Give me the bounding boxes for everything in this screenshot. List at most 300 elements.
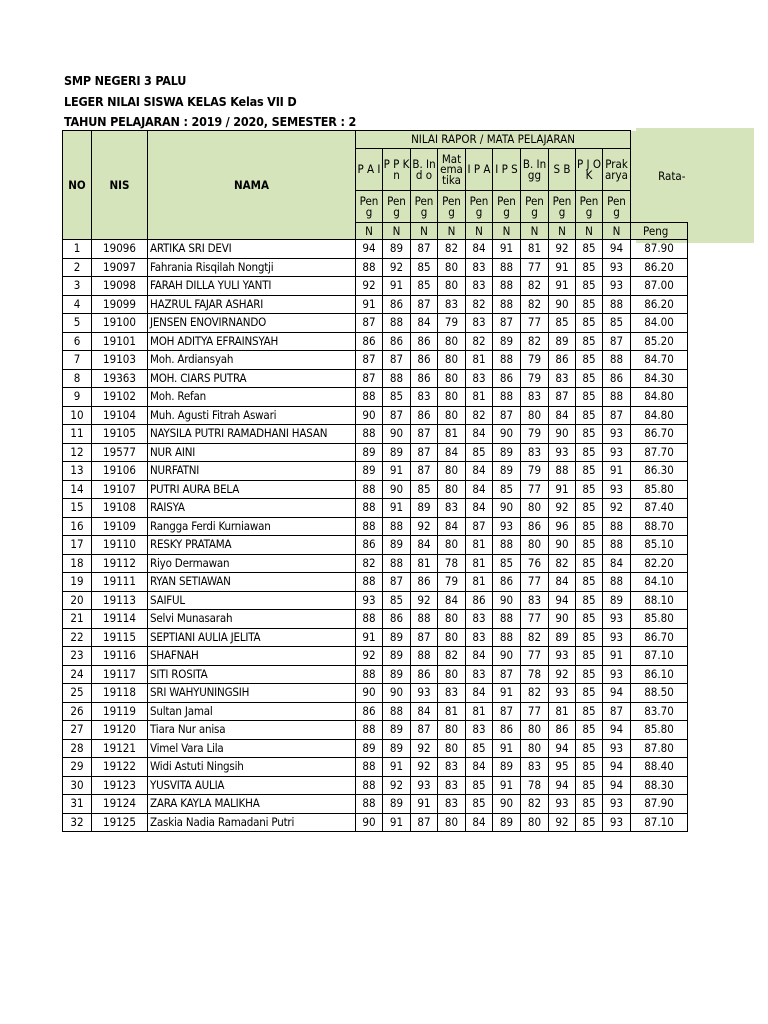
row-no: 21	[63, 610, 92, 629]
row-score: 92	[383, 776, 411, 795]
row-score: 80	[438, 610, 466, 629]
row-score: 84	[438, 591, 466, 610]
peng-header: Pen g	[438, 191, 466, 223]
row-score: 82	[549, 554, 576, 573]
row-score: 85	[576, 554, 603, 573]
row-no: 29	[63, 758, 92, 777]
row-name: ARTIKA SRI DEVI	[148, 240, 356, 259]
row-score: 84	[549, 573, 576, 592]
row-score: 81	[411, 554, 438, 573]
row-score: 93	[603, 258, 631, 277]
row-score: 94	[603, 240, 631, 259]
row-score: 87	[356, 351, 383, 370]
row-name: FARAH DILLA YULI YANTI	[148, 277, 356, 296]
subject-header: B. Ingg	[521, 149, 549, 191]
peng-header: Pen g	[576, 191, 603, 223]
row-score: 80	[438, 813, 466, 832]
row-score: 85	[493, 480, 521, 499]
row-score: 93	[603, 739, 631, 758]
row-name: SAIFUL	[148, 591, 356, 610]
row-score: 90	[549, 295, 576, 314]
row-score: 84	[466, 480, 493, 499]
row-no: 5	[63, 314, 92, 333]
row-score: 78	[438, 554, 466, 573]
row-nis: 19109	[92, 517, 148, 536]
row-score: 91	[411, 795, 438, 814]
row-score: 90	[356, 813, 383, 832]
row-score: 89	[549, 332, 576, 351]
row-score: 85	[576, 499, 603, 518]
row-average: 84.80	[631, 388, 688, 407]
row-score: 94	[549, 739, 576, 758]
row-average: 87.00	[631, 277, 688, 296]
row-nis: 19108	[92, 499, 148, 518]
row-score: 88	[383, 554, 411, 573]
row-name: YUSVITA AULIA	[148, 776, 356, 795]
row-no: 30	[63, 776, 92, 795]
row-nis: 19125	[92, 813, 148, 832]
table-row	[63, 258, 688, 277]
row-score: 80	[438, 462, 466, 481]
row-score: 92	[356, 277, 383, 296]
row-score: 90	[493, 795, 521, 814]
row-name: PUTRI AURA BELA	[148, 480, 356, 499]
table-row	[63, 758, 688, 777]
table-row	[63, 536, 688, 555]
row-score: 80	[438, 332, 466, 351]
row-score: 86	[411, 665, 438, 684]
row-score: 89	[493, 758, 521, 777]
row-score: 85	[383, 591, 411, 610]
row-score: 88	[356, 258, 383, 277]
table-row	[63, 406, 688, 425]
row-score: 80	[438, 369, 466, 388]
row-score: 84	[466, 499, 493, 518]
row-average: 86.70	[631, 628, 688, 647]
row-score: 77	[521, 314, 549, 333]
table-row	[63, 480, 688, 499]
row-score: 85	[576, 258, 603, 277]
row-score: 92	[411, 758, 438, 777]
row-score: 88	[383, 517, 411, 536]
n-header: N	[466, 223, 493, 240]
row-score: 89	[493, 462, 521, 481]
row-score: 93	[549, 647, 576, 666]
row-score: 92	[603, 499, 631, 518]
row-score: 77	[521, 647, 549, 666]
row-score: 88	[493, 628, 521, 647]
row-score: 88	[356, 795, 383, 814]
row-score: 88	[549, 462, 576, 481]
row-score: 91	[603, 462, 631, 481]
row-score: 85	[411, 480, 438, 499]
row-nis: 19110	[92, 536, 148, 555]
row-name: Zaskia Nadia Ramadani Putri	[148, 813, 356, 832]
row-score: 89	[383, 647, 411, 666]
row-no: 22	[63, 628, 92, 647]
row-score: 88	[493, 295, 521, 314]
row-score: 91	[493, 776, 521, 795]
peng-header: Pen g	[466, 191, 493, 223]
row-score: 83	[466, 721, 493, 740]
row-score: 89	[603, 591, 631, 610]
row-score: 91	[493, 739, 521, 758]
row-no: 16	[63, 517, 92, 536]
row-score: 88	[603, 573, 631, 592]
n-header: N	[356, 223, 383, 240]
academic-year: TAHUN PELAJARAN : 2019 / 2020, SEMESTER : 2	[64, 114, 357, 129]
row-score: 85	[576, 406, 603, 425]
row-name: Selvi Munasarah	[148, 610, 356, 629]
table-row	[63, 295, 688, 314]
n-header: N	[603, 223, 631, 240]
row-average: 84.10	[631, 573, 688, 592]
row-name: RAISYA	[148, 499, 356, 518]
row-score: 87	[356, 314, 383, 333]
table-row	[63, 610, 688, 629]
row-average: 85.20	[631, 332, 688, 351]
row-score: 92	[549, 665, 576, 684]
row-score: 93	[411, 776, 438, 795]
row-score: 85	[576, 721, 603, 740]
row-score: 80	[521, 721, 549, 740]
row-name: MOH. CIARS PUTRA	[148, 369, 356, 388]
row-nis: 19107	[92, 480, 148, 499]
row-name: Sultan Jamal	[148, 702, 356, 721]
row-score: 87	[411, 425, 438, 444]
row-score: 86	[356, 702, 383, 721]
row-score: 87	[383, 351, 411, 370]
row-score: 82	[521, 332, 549, 351]
row-average: 87.90	[631, 795, 688, 814]
peng-header: Pen g	[549, 191, 576, 223]
row-score: 80	[521, 813, 549, 832]
row-no: 3	[63, 277, 92, 296]
row-score: 92	[383, 258, 411, 277]
row-score: 87	[466, 517, 493, 536]
row-score: 85	[466, 443, 493, 462]
row-score: 93	[603, 628, 631, 647]
row-score: 88	[383, 314, 411, 333]
row-score: 80	[438, 628, 466, 647]
row-average: 84.30	[631, 369, 688, 388]
row-score: 86	[411, 406, 438, 425]
table-row	[63, 591, 688, 610]
row-score: 83	[521, 591, 549, 610]
row-score: 85	[603, 314, 631, 333]
row-score: 85	[576, 739, 603, 758]
row-score: 90	[383, 684, 411, 703]
row-no: 2	[63, 258, 92, 277]
row-score: 87	[411, 443, 438, 462]
school-name: SMP NEGERI 3 PALU	[64, 73, 187, 88]
row-score: 80	[438, 258, 466, 277]
row-score: 87	[411, 721, 438, 740]
row-score: 83	[411, 388, 438, 407]
row-score: 87	[603, 406, 631, 425]
row-score: 90	[493, 647, 521, 666]
row-average: 87.90	[631, 240, 688, 259]
row-no: 10	[63, 406, 92, 425]
row-name: NUR AINI	[148, 443, 356, 462]
row-score: 86	[493, 721, 521, 740]
row-score: 90	[356, 406, 383, 425]
row-name: Moh. Refan	[148, 388, 356, 407]
group-header: NILAI RAPOR / MATA PELAJARAN	[356, 131, 631, 149]
row-average: 88.10	[631, 591, 688, 610]
row-score: 90	[356, 684, 383, 703]
row-no: 28	[63, 739, 92, 758]
row-score: 81	[466, 573, 493, 592]
row-score: 94	[603, 776, 631, 795]
row-score: 89	[356, 739, 383, 758]
row-score: 89	[383, 443, 411, 462]
row-score: 93	[493, 517, 521, 536]
row-score: 86	[411, 351, 438, 370]
row-name: SHAFNAH	[148, 647, 356, 666]
row-name: SEPTIANI AULIA JELITA	[148, 628, 356, 647]
row-score: 85	[576, 591, 603, 610]
row-score: 81	[466, 536, 493, 555]
row-score: 87	[383, 573, 411, 592]
row-score: 79	[438, 573, 466, 592]
row-name: SITI ROSITA	[148, 665, 356, 684]
row-score: 85	[576, 610, 603, 629]
row-score: 80	[521, 499, 549, 518]
row-score: 94	[549, 591, 576, 610]
row-score: 81	[521, 240, 549, 259]
row-score: 85	[576, 295, 603, 314]
row-score: 89	[493, 813, 521, 832]
row-score: 91	[383, 499, 411, 518]
row-average: 86.10	[631, 665, 688, 684]
row-score: 85	[466, 739, 493, 758]
row-score: 87	[493, 702, 521, 721]
row-score: 86	[356, 536, 383, 555]
row-score: 80	[438, 480, 466, 499]
row-score: 92	[549, 499, 576, 518]
row-score: 87	[493, 406, 521, 425]
row-name: Muh. Agusti Fitrah Aswari	[148, 406, 356, 425]
row-average: 86.20	[631, 258, 688, 277]
row-score: 83	[438, 758, 466, 777]
row-score: 80	[438, 388, 466, 407]
row-score: 89	[549, 628, 576, 647]
row-score: 85	[576, 813, 603, 832]
row-score: 79	[521, 425, 549, 444]
row-score: 82	[438, 647, 466, 666]
row-score: 81	[466, 702, 493, 721]
row-score: 85	[576, 314, 603, 333]
row-score: 82	[466, 406, 493, 425]
row-score: 81	[466, 388, 493, 407]
row-no: 31	[63, 795, 92, 814]
row-score: 77	[521, 573, 549, 592]
row-score: 78	[521, 776, 549, 795]
row-name: Rangga Ferdi Kurniawan	[148, 517, 356, 536]
row-score: 92	[411, 517, 438, 536]
row-score: 85	[466, 795, 493, 814]
table-row	[63, 425, 688, 444]
row-average: 86.20	[631, 295, 688, 314]
row-score: 93	[411, 684, 438, 703]
row-score: 82	[521, 277, 549, 296]
row-score: 80	[521, 406, 549, 425]
row-score: 93	[603, 480, 631, 499]
row-score: 87	[411, 462, 438, 481]
row-score: 85	[576, 795, 603, 814]
table-row	[63, 554, 688, 573]
col-header-no: NO	[63, 131, 92, 240]
row-score: 88	[356, 758, 383, 777]
row-nis: 19097	[92, 258, 148, 277]
row-score: 91	[383, 277, 411, 296]
row-score: 85	[576, 480, 603, 499]
row-nis: 19123	[92, 776, 148, 795]
row-no: 7	[63, 351, 92, 370]
row-score: 87	[356, 369, 383, 388]
row-score: 84	[438, 443, 466, 462]
row-score: 88	[603, 351, 631, 370]
row-nis: 19117	[92, 665, 148, 684]
row-score: 88	[493, 536, 521, 555]
row-score: 88	[411, 610, 438, 629]
row-average: 82.20	[631, 554, 688, 573]
row-score: 77	[521, 610, 549, 629]
row-score: 84	[411, 314, 438, 333]
row-score: 90	[493, 591, 521, 610]
row-no: 9	[63, 388, 92, 407]
peng-header: Pen g	[521, 191, 549, 223]
row-score: 77	[521, 480, 549, 499]
row-score: 85	[576, 517, 603, 536]
row-score: 90	[549, 536, 576, 555]
row-score: 85	[576, 388, 603, 407]
row-score: 91	[493, 240, 521, 259]
row-average: 88.40	[631, 758, 688, 777]
row-score: 83	[466, 665, 493, 684]
row-nis: 19106	[92, 462, 148, 481]
row-nis: 19120	[92, 721, 148, 740]
row-score: 85	[576, 351, 603, 370]
row-name: RYAN SETIAWAN	[148, 573, 356, 592]
row-score: 91	[383, 758, 411, 777]
row-score: 85	[576, 369, 603, 388]
row-score: 92	[411, 739, 438, 758]
row-score: 88	[356, 610, 383, 629]
row-score: 84	[466, 813, 493, 832]
row-name: SRI WAHYUNINGSIH	[148, 684, 356, 703]
row-score: 83	[549, 369, 576, 388]
subject-header: Prak arya	[603, 149, 631, 191]
row-no: 19	[63, 573, 92, 592]
table-row	[63, 813, 688, 832]
row-no: 8	[63, 369, 92, 388]
row-score: 84	[466, 240, 493, 259]
subject-header: I P A	[466, 149, 493, 191]
row-score: 88	[356, 499, 383, 518]
row-score: 87	[493, 665, 521, 684]
row-score: 86	[383, 610, 411, 629]
row-score: 85	[576, 665, 603, 684]
table-row	[63, 647, 688, 666]
row-score: 85	[576, 277, 603, 296]
row-average: 83.70	[631, 702, 688, 721]
table-row	[63, 684, 688, 703]
row-score: 94	[549, 776, 576, 795]
row-score: 93	[603, 277, 631, 296]
row-average: 88.70	[631, 517, 688, 536]
row-score: 83	[466, 369, 493, 388]
row-nis: 19100	[92, 314, 148, 333]
row-no: 6	[63, 332, 92, 351]
row-score: 80	[521, 536, 549, 555]
row-score: 81	[438, 702, 466, 721]
row-score: 83	[438, 684, 466, 703]
row-score: 83	[438, 295, 466, 314]
row-score: 82	[466, 332, 493, 351]
row-score: 88	[493, 610, 521, 629]
row-score: 88	[356, 388, 383, 407]
row-average: 85.80	[631, 721, 688, 740]
row-name: Fahrania Risqilah Nongtji	[148, 258, 356, 277]
row-score: 83	[521, 443, 549, 462]
row-no: 27	[63, 721, 92, 740]
row-score: 82	[521, 795, 549, 814]
row-nis: 19102	[92, 388, 148, 407]
row-no: 25	[63, 684, 92, 703]
row-score: 89	[411, 499, 438, 518]
row-score: 83	[438, 499, 466, 518]
row-score: 91	[549, 258, 576, 277]
row-score: 89	[383, 795, 411, 814]
row-score: 79	[521, 462, 549, 481]
row-nis: 19115	[92, 628, 148, 647]
row-score: 93	[549, 684, 576, 703]
row-score: 82	[466, 295, 493, 314]
row-score: 85	[576, 425, 603, 444]
row-score: 90	[383, 425, 411, 444]
row-score: 83	[466, 610, 493, 629]
row-no: 1	[63, 240, 92, 259]
row-score: 93	[603, 610, 631, 629]
row-score: 85	[383, 388, 411, 407]
peng-header: Pen g	[383, 191, 411, 223]
col-header-nama: NAMA	[148, 131, 356, 240]
row-score: 89	[356, 462, 383, 481]
peng-header: Pen g	[411, 191, 438, 223]
row-average: 87.10	[631, 813, 688, 832]
row-score: 88	[603, 517, 631, 536]
table-row	[63, 240, 688, 259]
row-score: 88	[383, 369, 411, 388]
row-no: 18	[63, 554, 92, 573]
row-score: 90	[383, 480, 411, 499]
row-score: 88	[493, 351, 521, 370]
row-score: 86	[549, 721, 576, 740]
row-score: 89	[383, 240, 411, 259]
row-score: 89	[383, 739, 411, 758]
row-score: 89	[493, 332, 521, 351]
subject-header: P A I	[356, 149, 383, 191]
row-score: 81	[438, 425, 466, 444]
avg-header-top: Rata-	[631, 131, 688, 223]
row-no: 14	[63, 480, 92, 499]
row-name: NAYSILA PUTRI RAMADHANI HASAN	[148, 425, 356, 444]
row-score: 86	[383, 332, 411, 351]
row-no: 17	[63, 536, 92, 555]
table-row	[63, 314, 688, 333]
